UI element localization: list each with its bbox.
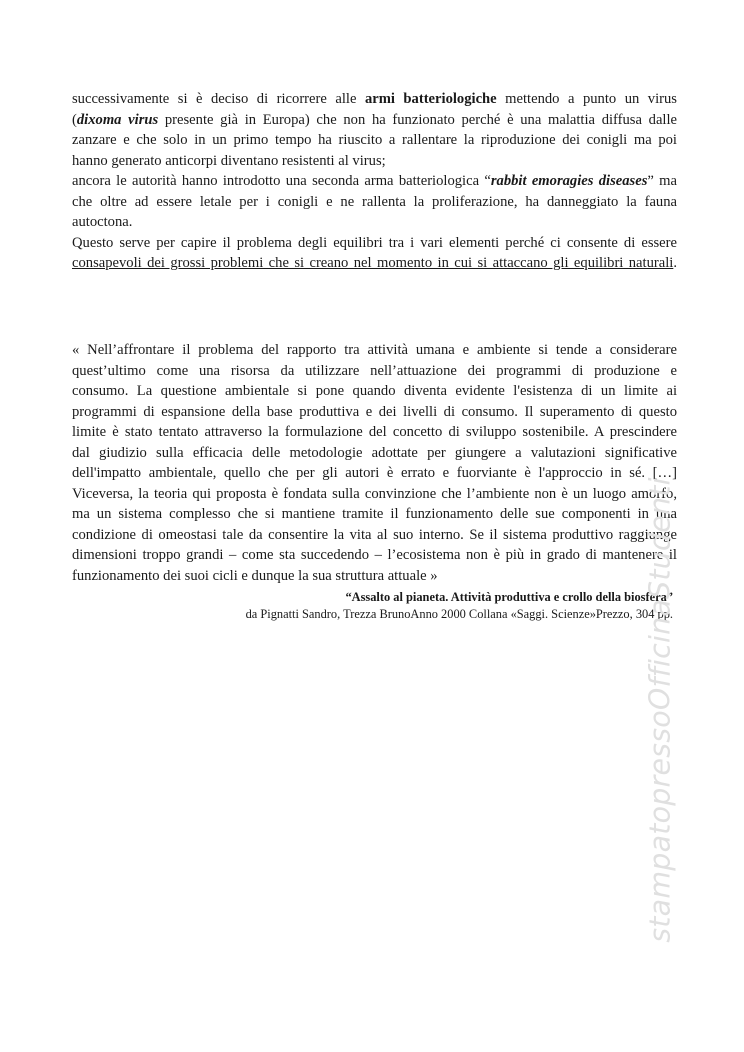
underlined-text: consapevoli dei grossi problemi che si creano nel momento in cui si attaccano gli equilibri naturali <box>72 255 674 271</box>
text-line <box>72 172 677 190</box>
text-line: Questo serve per capire il problema degli equilibri tra i vari elementi perché ci consente di essere <box>72 234 677 251</box>
text-line <box>72 90 677 108</box>
quote-line: condizione di omeostasi tale da consentire la vita al suo interno. Se il sistema produttivo raggiunge <box>72 526 677 543</box>
text-segment: successivamente si è deciso di ricorrere alle <box>72 91 365 107</box>
text-line: che oltre ad essere letale per i conigli e ne rallenta la proliferazione, ha danneggiato la fauna <box>72 193 677 210</box>
quote-line: quest’ultimo come una risorsa da utilizzare nell’attuazione dei programmi di produzione e <box>72 362 677 379</box>
text-segment: mettendo a punto un virus <box>496 91 677 107</box>
text-line: zanzare e che solo in un primo tempo ha riuscito a rallentare la riproduzione dei conigli ma poi <box>72 132 677 148</box>
quote-line: Viceversa, la teoria qui proposta è fondata sulla convinzione che l’ambiente non è un luogo amorfo, <box>72 485 677 502</box>
text-segment: presente già in Europa) che non ha funzionato perché è una malattia diffusa dalle <box>158 111 678 128</box>
text-segment: ” ma <box>647 173 677 189</box>
quote-line: dell'impatto ambientale, quello che per gli autori è errato e fuorviante è l'approccio in sé. […] <box>72 465 677 481</box>
text-line <box>72 254 677 272</box>
quote-line: ma un sistema complesso che si mantiene tramite il funzionamento delle sue componenti in una <box>72 506 677 522</box>
quote-line: funzionamento dei suoi cicli e dunque la sua struttura attuale » <box>72 567 438 584</box>
bold-text: armi batteriologiche <box>364 91 497 107</box>
quote-line: dal giudizio sulla efficacia delle metodologie adottate per giungere a valutazioni significative <box>72 444 677 461</box>
citation-source: da Pignatti Sandro, Trezza BrunoAnno 2000 Collana «Saggi. Scienze»Prezzo, 304 pp. <box>245 607 673 621</box>
quote-line: consumo. La questione ambientale si pone quando diventa evidente l'esistenza di un limite ai <box>72 383 677 399</box>
text-line: autoctona. <box>72 214 133 230</box>
text-line: hanno generato anticorpi diventano resistenti al virus; <box>72 152 386 169</box>
watermark: stampatopressoOfficinaStudenti <box>643 477 677 943</box>
text-segment: . <box>673 255 677 271</box>
quote-line: programmi di espansione della base produttiva e dei livelli di consumo. Il superamento di questo <box>72 403 677 420</box>
quote-line: « Nell’affrontare il problema del rapporto tra attività umana e ambiente si tende a considerare <box>72 342 677 358</box>
quote-line: dimensioni troppo grandi – come sta succedendo – l’ecosistema non è più in grado di mantenere il <box>72 547 677 563</box>
text-segment: ancora le autorità hanno introdotto una seconda arma batteriologica “ <box>72 173 491 189</box>
quote-line: limite è stato tentato attraverso la formulazione del concetto di sviluppo sostenibile. A prescindere <box>72 424 677 440</box>
citation-title: “Assalto al pianeta. Attività produttiva e crollo della biosfera” <box>345 590 673 604</box>
bold-italic-text: dixoma virus <box>76 111 159 128</box>
text-segment: ( <box>72 111 77 128</box>
bold-italic-text: rabbit emoragies diseases <box>490 173 648 189</box>
text-line <box>72 111 677 129</box>
